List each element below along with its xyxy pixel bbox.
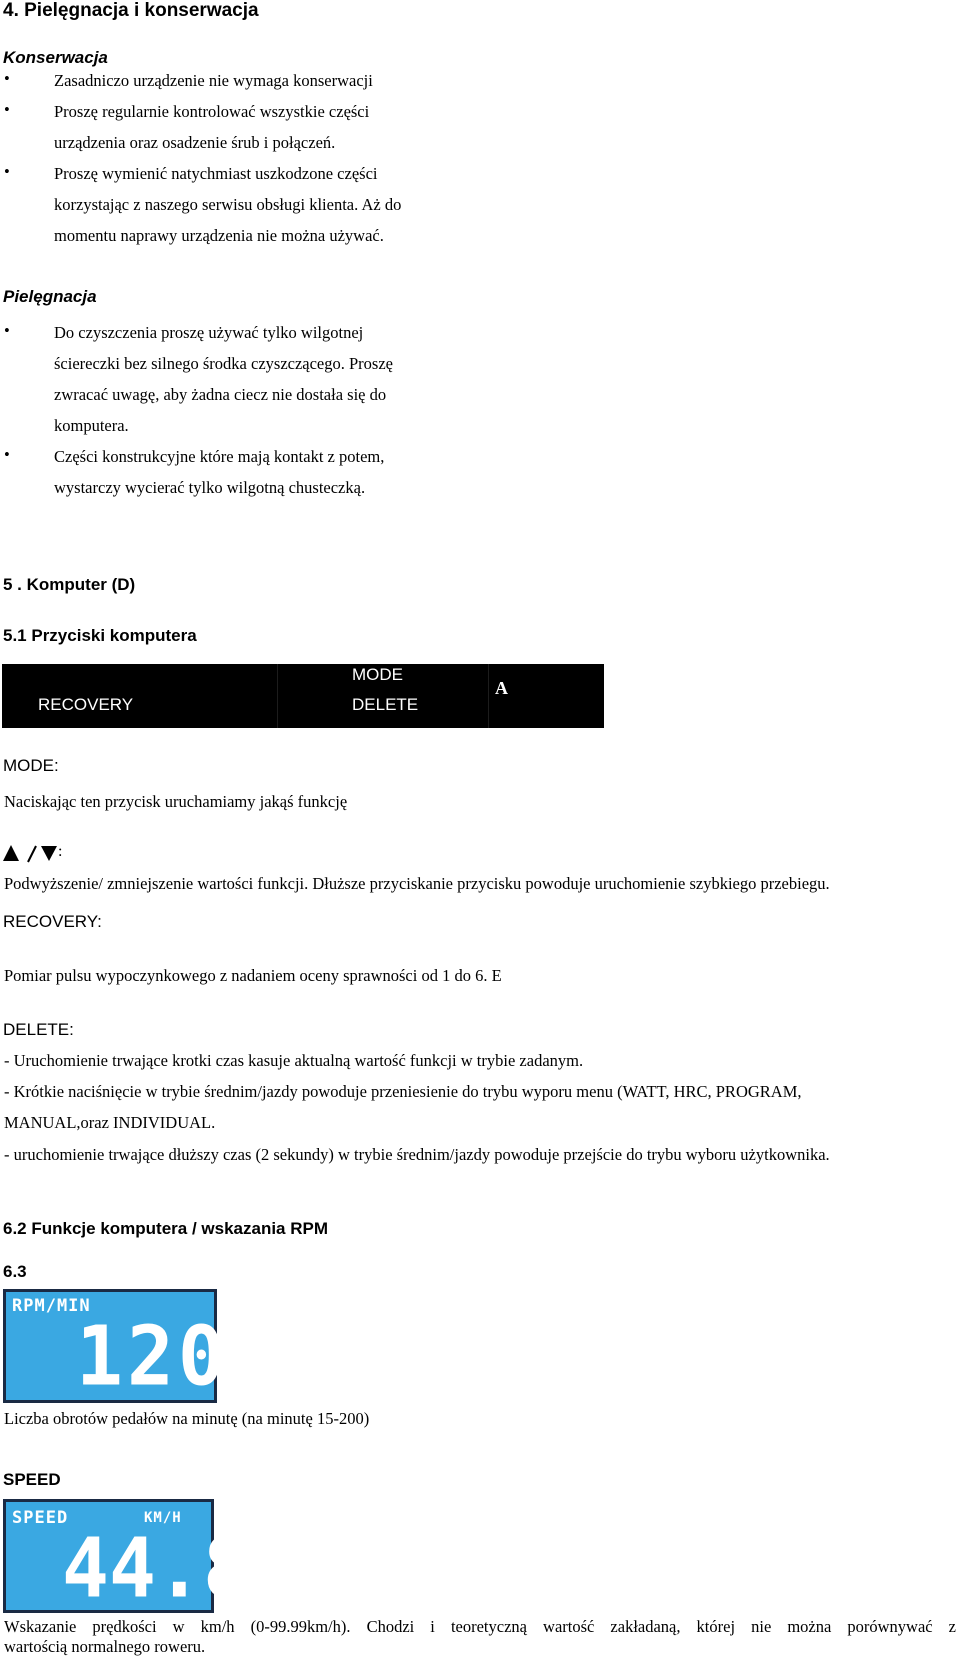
recovery-button[interactable]	[2, 664, 277, 728]
up-button[interactable]	[489, 664, 604, 696]
section-6-2-title: 6.2 Funkcje komputera / wskazania RPM	[3, 1219, 329, 1238]
speed-description-line2: wartością normalnego roweru.	[4, 1637, 206, 1656]
speed-heading: SPEED	[3, 1470, 61, 1489]
bullet-marker: •	[4, 162, 10, 181]
list-item-line: momentu naprawy urządzenia nie można używać.	[54, 226, 384, 245]
up-button-label: A	[495, 678, 508, 698]
arrow-suffix: :	[58, 843, 63, 860]
list-item-line: urządzenia oraz osadzenie śrub i połączeń.	[54, 133, 336, 152]
rpm-lcd-display	[3, 1289, 229, 1405]
speed-lcd-label: SPEED	[12, 1508, 69, 1528]
speed-description-line1: Wskazanie prędkości w km/h (0-99.99km/h). Chodzi i teoretyczną wartość zakładaną, której nie można porównywać z	[4, 1617, 956, 1636]
list-item	[54, 65, 450, 96]
mode-button[interactable]	[278, 664, 488, 696]
bullet-marker: •	[4, 321, 10, 340]
list-item-line: Części konstrukcyjne które mają kontakt z potem,	[54, 447, 385, 466]
rpm-lcd-value: 120	[76, 1309, 229, 1405]
list-item	[54, 96, 450, 158]
section-5-1-title: 5.1 Przyciski komputera	[3, 626, 197, 645]
list-item-line: korzystając z naszego serwisu obsługi klienta. Aż do	[54, 195, 402, 214]
delete-line: - uruchomienie trwające dłuższy czas (2 sekundy) w trybie średnim/jazdy powoduje przejście do trybu wyboru użytkownika.	[4, 1145, 830, 1164]
recovery-description: Pomiar pulsu wypoczynkowego z nadaniem oceny sprawności od 1 do 6. E	[4, 966, 502, 985]
speed-lcd-unit: KM/H	[144, 1510, 182, 1526]
speed-lcd-display	[3, 1499, 250, 1617]
konserwacja-heading: Konserwacja	[3, 48, 108, 67]
bullet-marker: •	[4, 100, 10, 119]
mode-button-label: MODE	[352, 665, 403, 684]
list-item-line: Zasadniczo urządzenie nie wymaga konserwacji	[54, 71, 373, 90]
list-item-line: Proszę regularnie kontrolować wszystkie części	[54, 102, 370, 121]
delete-line: - Uruchomienie trwające krotki czas kasuje aktualną wartość funkcji w trybie zadanym.	[4, 1051, 584, 1070]
list-item-line: komputera.	[54, 416, 129, 435]
speed-lcd-value: 44.8	[62, 1521, 250, 1617]
pielegnacja-heading: Pielęgnacja	[3, 287, 97, 306]
list-item-line: zwracać uwagę, aby żadna ciecz nie dostała się do	[54, 385, 387, 404]
rpm-lcd-label: RPM/MIN	[12, 1296, 91, 1316]
bullet-marker: •	[4, 445, 10, 464]
list-item	[54, 317, 450, 441]
delete-button[interactable]	[278, 696, 488, 728]
arrows-description: Podwyższenie/ zmniejszenie wartości funkcji. Dłuższe przyciskanie przycisku powoduje uruchomienie szybkiego przebiegu.	[4, 874, 830, 893]
delete-line: - Krótkie naciśnięcie w trybie średnim/jazdy powoduje przeniesienie do trybu wyporu menu (WATT, HRC, PROGRAM,	[4, 1082, 802, 1101]
list-item	[54, 441, 450, 503]
list-item-line: Proszę wymienić natychmiast uszkodzone części	[54, 164, 378, 183]
arrow-keys	[2, 842, 64, 864]
down-button-label: V	[495, 709, 508, 729]
delete-heading: DELETE:	[3, 1020, 74, 1039]
list-item-line: wystarczy wycierać tylko wilgotną chusteczką.	[54, 478, 366, 497]
mode-heading: MODE:	[3, 756, 59, 775]
delete-line: MANUAL,oraz INDIVIDUAL.	[4, 1113, 216, 1132]
rpm-description: Liczba obrotów pedałów na minutę (na minutę 15-200)	[4, 1409, 370, 1428]
list-item-line: Do czyszczenia proszę używać tylko wilgotnej	[54, 323, 364, 342]
list-item-line: ściereczki bez silnego środka czyszczącego. Proszę	[54, 354, 393, 373]
section-5-title: 5 . Komputer (D)	[3, 575, 136, 594]
bullet-marker: •	[4, 69, 10, 88]
recovery-button-label: RECOVERY	[38, 695, 134, 714]
mode-description: Naciskając ten przycisk uruchamiamy jakąś funkcję	[4, 792, 348, 811]
delete-button-label: DELETE	[352, 695, 419, 714]
up-down-arrows-icon	[2, 842, 64, 864]
list-item	[54, 158, 450, 251]
down-button[interactable]	[489, 696, 604, 728]
section-4-title: 4. Pielęgnacja i konserwacja	[3, 0, 259, 21]
recovery-heading: RECOVERY:	[3, 912, 102, 931]
section-6-3-title: 6.3	[3, 1262, 27, 1281]
